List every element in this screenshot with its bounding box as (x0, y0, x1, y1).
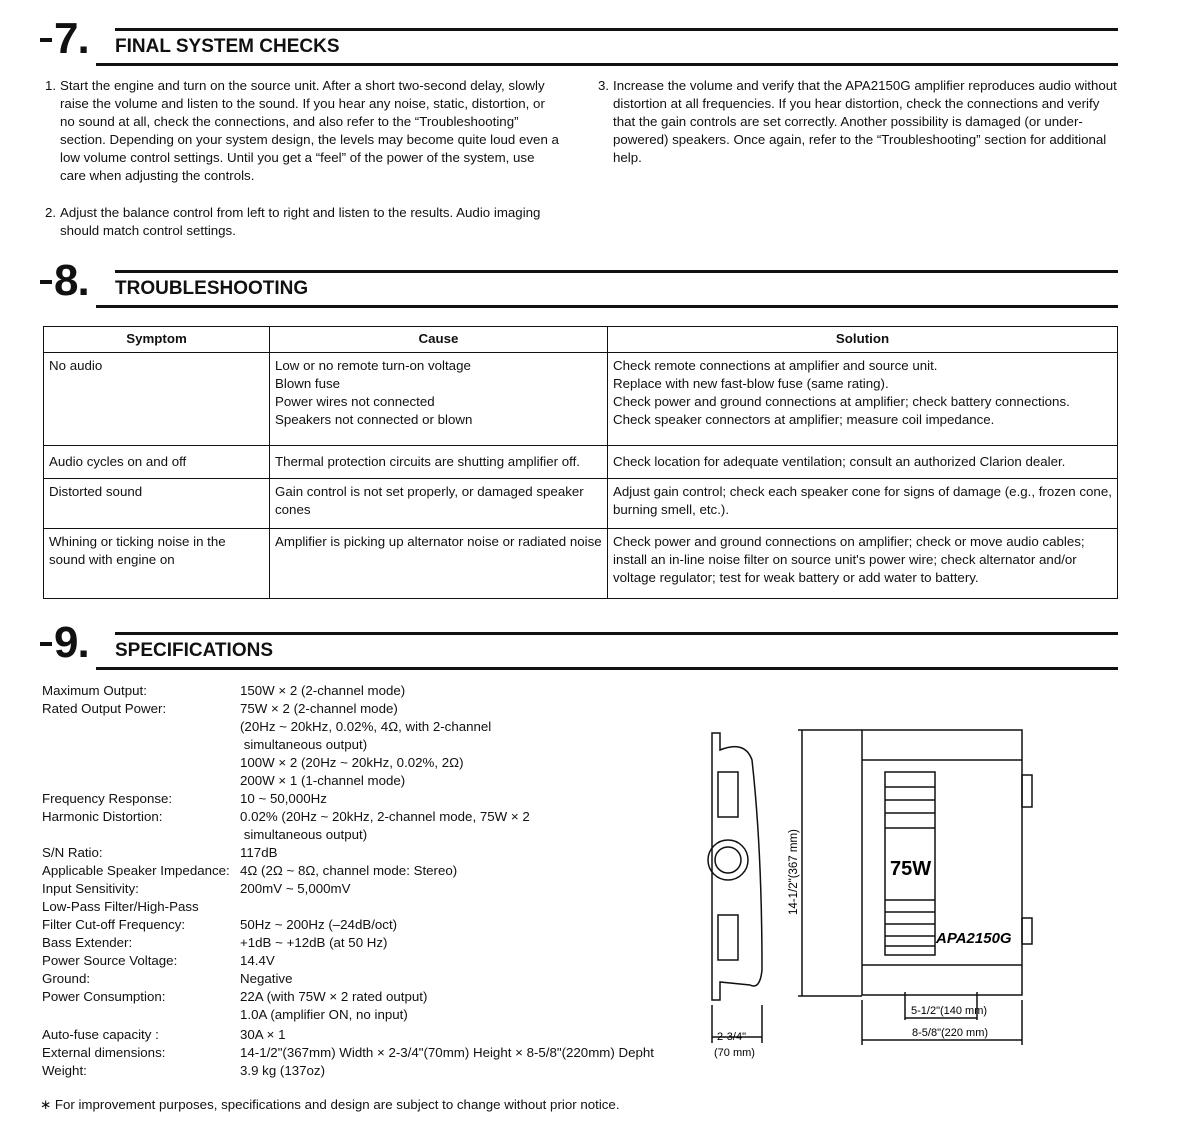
table-row (44, 479, 1118, 529)
troubleshooting-table (43, 326, 1118, 599)
spec-label: Weight: (42, 1063, 87, 1078)
cause-cell (270, 353, 608, 446)
cause-cell: Amplifier is picking up alternator noise or radiated noise (270, 529, 608, 599)
section-title: FINAL SYSTEM CHECKS (115, 36, 340, 57)
header-symptom: Symptom (44, 327, 270, 353)
spec-row (42, 1006, 654, 1024)
spec-label: Bass Extender: (42, 935, 133, 950)
spec-label: Input Sensitivity: (42, 881, 139, 896)
spec-value: 200mV ~ 5,000mV (240, 881, 351, 896)
depth-dimension: 8-5/8"(220 mm) (912, 1027, 989, 1039)
table-row (44, 529, 1118, 599)
spec-label (42, 754, 240, 772)
symptom-cell: Distorted sound (44, 479, 270, 529)
step-text: Start the engine and turn on the source unit. After a short two-second delay, slowly raise the volume and listen to the sound. If you hear any noise, static, distortion, or no sound at all, check the connections, and also refer to the “Troubleshooting” section. Depending on your system design, the levels may become quite loud even a low volume control settings. Until you get a “feel” of the power of the system, use care when adjusting the controls. (60, 78, 559, 183)
cause-cell: Gain control is not set properly, or damaged speaker cones (270, 479, 608, 529)
spec-value: 75W × 2 (2-channel mode) (240, 701, 398, 716)
spec-row (42, 952, 654, 970)
spec-label (42, 772, 240, 790)
spec-row (42, 808, 654, 826)
section-number: 9. (40, 618, 89, 668)
solution-line: Check power and ground connections at amplifier; check battery connections. (613, 394, 1070, 409)
spec-value: 10 ~ 50,000Hz (240, 791, 327, 806)
spec-label (42, 718, 240, 736)
solution-cell (608, 353, 1118, 446)
section-title: SPECIFICATIONS (115, 640, 273, 661)
step-number: 1. (45, 78, 57, 93)
section-header-troubleshooting (40, 256, 1118, 308)
cause-line: Blown fuse (275, 376, 341, 391)
section-number: 7. (40, 14, 89, 64)
section-header-specifications (40, 618, 1118, 670)
power-badge: 75W (890, 858, 932, 880)
spec-row (42, 700, 654, 718)
spec-value: 117dB (240, 845, 278, 860)
spec-row (42, 772, 654, 790)
spec-value: 0.02% (20Hz ~ 20kHz, 2-channel mode, 75W × 2 (240, 809, 530, 824)
solution-cell: Check power and ground connections on amplifier; check or move audio cables; install an in-line noise filter on source unit's power wire; check alternator and/or voltage regulator; test for weak battery or add water to battery. (608, 529, 1118, 599)
spec-label: Harmonic Distortion: (42, 809, 163, 824)
spec-value: 3.9 kg (137oz) (240, 1063, 326, 1078)
spec-value: 100W × 2 (20Hz ~ 20kHz, 0.02%, 2Ω) (240, 755, 464, 770)
spec-value: 4Ω (2Ω ~ 8Ω, channel mode: Stereo) (240, 863, 458, 878)
width-dimension-mm: (70 mm) (714, 1047, 755, 1059)
spec-value: simultaneous output) (240, 827, 368, 842)
spec-row (42, 844, 654, 862)
section-number: 8. (40, 256, 89, 306)
spec-label (42, 736, 240, 754)
spec-row (42, 826, 654, 844)
spec-label: Frequency Response: (42, 791, 173, 806)
spec-value: 150W × 2 (2-channel mode) (240, 683, 406, 698)
spec-row (42, 934, 654, 952)
header-cause: Cause (270, 327, 608, 353)
table-row (44, 446, 1118, 479)
spec-label: External dimensions: (42, 1045, 166, 1060)
section-title: TROUBLESHOOTING (115, 278, 309, 299)
step-text: Adjust the balance control from left to right and listen to the results. Audio imaging should match control settings. (60, 205, 541, 238)
cause-cell: Thermal protection circuits are shutting amplifier off. (270, 446, 608, 479)
spec-row (42, 718, 654, 736)
table-row (44, 353, 1118, 446)
solution-cell: Check location for adequate ventilation; consult an authorized Clarion dealer. (608, 446, 1118, 479)
specifications-list (42, 682, 654, 1080)
step-number: 2. (45, 205, 57, 220)
spec-row (42, 1062, 654, 1080)
spec-row (42, 790, 654, 808)
cause-line: Low or no remote turn-on voltage (275, 358, 471, 373)
spec-value: Negative (240, 971, 293, 986)
step-number: 3. (598, 78, 610, 93)
spec-row (42, 988, 654, 1006)
spec-label: Auto-fuse capacity : (42, 1027, 159, 1042)
spec-label: S/N Ratio: (42, 845, 103, 860)
spec-row (42, 880, 654, 898)
spec-label: Power Source Voltage: (42, 953, 178, 968)
model-label: APA2150G (936, 930, 1012, 947)
spec-label: Ground: (42, 971, 91, 986)
section-header-final-checks (40, 14, 1118, 66)
height-dimension: 14-1/2"(367 mm) (788, 829, 800, 915)
step-3 (598, 77, 1118, 167)
spec-row (42, 1044, 654, 1062)
symptom-cell: No audio (44, 353, 270, 446)
solution-line: Check speaker connectors at amplifier; measure coil impedance. (613, 412, 995, 427)
spec-label: Maximum Output: (42, 683, 147, 698)
spec-row (42, 682, 654, 700)
spec-label (42, 826, 240, 844)
spec-value: 200W × 1 (1-channel mode) (240, 773, 406, 788)
spec-row (42, 754, 654, 772)
spec-value: 14.4V (240, 953, 275, 968)
spec-value: (20Hz ~ 20kHz, 0.02%, 4Ω, with 2-channel (240, 719, 492, 734)
spec-value: +1dB ~ +12dB (at 50 Hz) (240, 935, 388, 950)
spec-row (42, 898, 654, 916)
hole-dimension: 5-1/2"(140 mm) (911, 1005, 988, 1017)
symptom-cell: Audio cycles on and off (44, 446, 270, 479)
cause-line: Speakers not connected or blown (275, 412, 473, 427)
spec-label: Low-Pass Filter/High-Pass (42, 899, 199, 914)
spec-label: Rated Output Power: (42, 701, 167, 716)
step-1 (45, 77, 560, 185)
spec-row (42, 862, 654, 880)
spec-value: 14-1/2"(367mm) Width × 2-3/4"(70mm) Height × 8-5/8"(220mm) Depht (240, 1045, 654, 1060)
spec-label: Power Consumption: (42, 989, 166, 1004)
spec-value: 30A × 1 (240, 1027, 286, 1042)
symptom-cell: Whining or ticking noise in the sound with engine on (44, 529, 270, 599)
spec-label: Filter Cut-off Frequency: (42, 917, 186, 932)
amplifier-dimension-diagram (690, 700, 1040, 1070)
spec-value: simultaneous output) (240, 737, 368, 752)
spec-row (42, 1026, 654, 1044)
solution-line: Check remote connections at amplifier and source unit. (613, 358, 938, 373)
header-solution: Solution (608, 327, 1118, 353)
spec-row (42, 736, 654, 754)
width-dimension-in: 2-3/4" (717, 1031, 746, 1043)
step-text: Increase the volume and verify that the APA2150G amplifier reproduces audio without distortion at all frequencies. If you hear distortion, check the connections and verify that the gain controls are set correctly. Another possibility is damaged (or under-powered) speakers. Once again, refer to the “Troubleshooting” section for additional help. (613, 78, 1117, 165)
solution-line: Replace with new fast-blow fuse (same rating). (613, 376, 889, 391)
step-2 (45, 204, 560, 240)
cause-line: Power wires not connected (275, 394, 435, 409)
spec-value: 50Hz ~ 200Hz (–24dB/oct) (240, 917, 398, 932)
solution-cell: Adjust gain control; check each speaker cone for signs of damage (e.g., frozen cone, burning smell, etc.). (608, 479, 1118, 529)
spec-label: Applicable Speaker Impedance: (42, 863, 230, 878)
spec-value: 22A (with 75W × 2 rated output) (240, 989, 428, 1004)
spec-row (42, 970, 654, 988)
spec-label (42, 1006, 240, 1024)
footnote: ∗ For improvement purposes, specifications and design are subject to change without prior notice. (40, 1097, 620, 1112)
spec-row (42, 916, 654, 934)
spec-value: 1.0A (amplifier ON, no input) (240, 1007, 408, 1022)
